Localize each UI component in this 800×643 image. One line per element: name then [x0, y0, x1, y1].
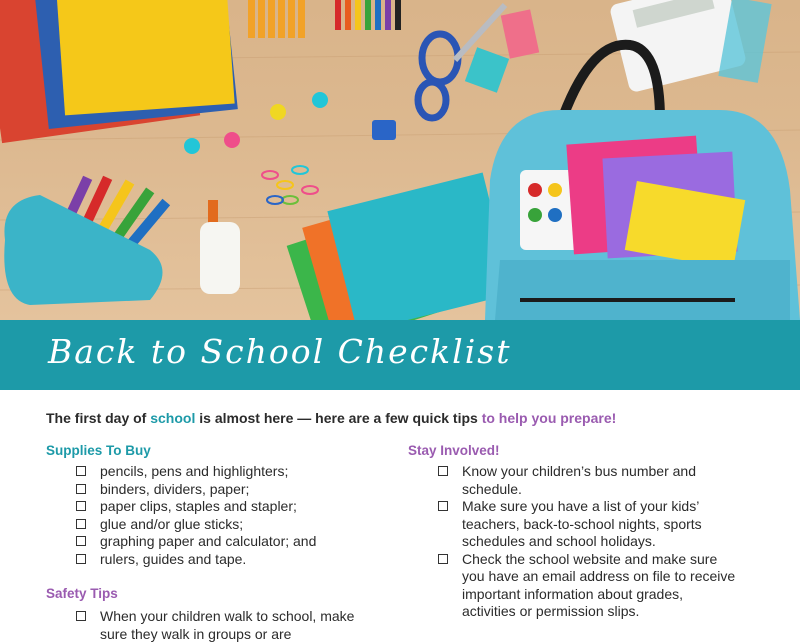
school-supplies-illustration [0, 0, 800, 320]
checklist-item [76, 498, 376, 516]
item-text: When your children walk to school, make sure they walk in groups or are [100, 608, 355, 642]
checklist-item [76, 551, 376, 569]
item-text: paper clips, staples and stapler; [100, 498, 297, 514]
checkbox-icon[interactable] [76, 554, 86, 564]
notebooks-image [0, 0, 238, 143]
item-text: glue and/or glue sticks; [100, 515, 244, 532]
colored-pencils-image [335, 0, 401, 30]
checkbox-icon[interactable] [76, 501, 86, 511]
safety-list [76, 608, 376, 643]
checkbox-icon[interactable] [438, 466, 448, 476]
item-text: graphing paper and calculator; and [100, 533, 317, 549]
checkbox-icon[interactable] [76, 611, 86, 621]
item-text: Check the school website and make sure you have an email address on file to receive important information about grades, activities or permission slips. [462, 550, 736, 619]
intro-highlight-school: school [150, 410, 196, 426]
involved-heading: Stay Involved! [408, 443, 500, 458]
checklist-item [76, 608, 376, 643]
involved-list [438, 463, 738, 621]
checklist-item [76, 481, 376, 499]
checklist-item [76, 463, 376, 481]
item-text: binders, dividers, paper; [100, 480, 250, 497]
checklist-item [76, 533, 376, 551]
item-text: rulers, guides and tape. [100, 550, 247, 567]
checklist-item [76, 516, 376, 534]
pencils-image [248, 0, 305, 38]
intro-highlight-prepare: to help you prepare! [481, 410, 617, 426]
supplies-heading: Supplies To Buy [46, 443, 151, 458]
checkbox-icon[interactable] [438, 501, 448, 511]
hero-photo [0, 0, 800, 320]
glue-bottle-image [200, 200, 240, 294]
intro-part1: The first day of [46, 410, 151, 426]
item-text: Know your children’s bus number and schedule. [462, 463, 696, 497]
checkbox-icon[interactable] [76, 484, 86, 494]
checklist-item [438, 498, 738, 551]
intro-text [46, 410, 616, 426]
pencil-case-image [4, 176, 170, 305]
checkbox-icon[interactable] [76, 536, 86, 546]
checklist-item [438, 463, 738, 498]
supplies-list [76, 463, 376, 568]
item-text: Make sure you have a list of your kids’ teachers, back-to-school nights, sports schedules and school holidays. [462, 498, 702, 549]
title-banner [0, 320, 800, 390]
checkbox-icon[interactable] [76, 466, 86, 476]
checkbox-icon[interactable] [76, 519, 86, 529]
checkbox-icon[interactable] [438, 554, 448, 564]
checklist-item [438, 551, 738, 621]
folders-image [287, 172, 513, 320]
safety-heading: Safety Tips [46, 586, 118, 601]
page-title: Back to School Checklist [48, 332, 512, 371]
intro-part2: is almost here — here are a few quick tips [195, 410, 482, 426]
item-text: pencils, pens and highlighters; [100, 463, 289, 479]
